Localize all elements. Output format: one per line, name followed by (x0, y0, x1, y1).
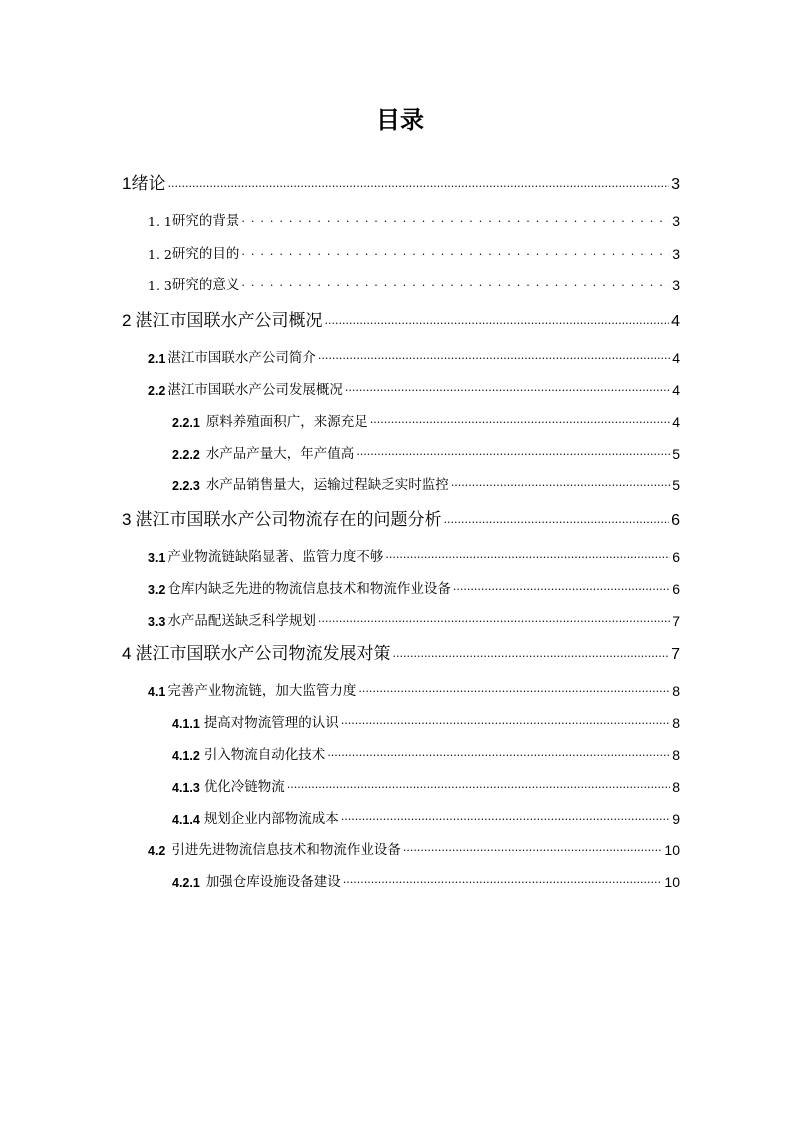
toc-entry-number: 2.2.1 (172, 416, 200, 430)
toc-entry-text: 研究的背景 (171, 213, 240, 229)
toc-entry-text: 仓库内缺乏先进的物流信息技术和物流作业设备 (167, 581, 451, 597)
toc-entry-number: 2.1 (148, 352, 166, 366)
toc-leader-dots (443, 513, 669, 526)
toc-entry-text: 产业物流链缺陷显著、监管力度不够 (167, 549, 384, 565)
toc-entry-page: 10 (664, 842, 680, 858)
toc-leader-dots (358, 682, 670, 695)
toc-entry-number: 4.1.3 (172, 781, 200, 795)
toc-entry-2-2-3[interactable] (172, 471, 680, 493)
toc-entry-number: 2.2 (148, 384, 166, 398)
toc-leader-dots (241, 276, 670, 289)
toc-leader-dots (345, 381, 670, 394)
toc-leader-dots (341, 714, 670, 727)
toc-entry-2-1[interactable] (148, 344, 680, 366)
toc-entry-page: 6 (672, 549, 680, 565)
toc-entry-page: 8 (672, 779, 680, 795)
toc-entry-text: 优化冷链物流 (203, 779, 285, 795)
toc-entry-number: 3 (122, 510, 132, 529)
toc-entry-text: 研究的目的 (171, 246, 240, 262)
toc-leader-dots (343, 873, 663, 886)
toc-entry-4-1-4[interactable] (172, 805, 680, 827)
toc-entry-page: 3 (672, 277, 680, 293)
toc-entry-text: 研究的意义 (171, 277, 240, 293)
toc-entry-number: 3.1 (148, 551, 166, 565)
toc-entry-text: 水产品产量大，年产值高 (205, 446, 355, 462)
toc-entry-page: 9 (672, 811, 680, 827)
toc-entry-number: 1. 1 (148, 214, 172, 229)
toc-entry-page: 7 (671, 646, 680, 663)
toc-entry-4-1[interactable] (148, 677, 680, 699)
toc-entry-2-2-2[interactable] (172, 440, 680, 462)
toc-entry-number: 4.1.4 (172, 813, 200, 827)
toc-entry-1-3[interactable] (148, 271, 680, 293)
toc-entry-page: 3 (671, 176, 680, 193)
toc-entry-text: 绪论 (131, 174, 166, 194)
toc-entry-text: 湛江市国联水产公司简介 (167, 350, 316, 366)
toc-entry-text: 引入物流自动化技术 (203, 747, 326, 763)
toc-entry-number: 4.2 (148, 844, 166, 858)
toc-entry-page: 3 (672, 213, 680, 229)
toc-entry-number: 3.3 (148, 615, 166, 629)
toc-entry-1-2[interactable] (148, 240, 680, 262)
toc-entry-page: 8 (672, 715, 680, 731)
toc-entry-text: 湛江市国联水产公司物流发展对策 (135, 644, 391, 664)
toc-leader-dots (241, 212, 670, 225)
toc-entry-3[interactable] (122, 508, 680, 530)
toc-entry-text: 湛江市国联水产公司概况 (135, 311, 323, 331)
toc-entry-2-2[interactable] (148, 376, 680, 398)
toc-entry-text: 湛江市国联水产公司物流存在的问题分析 (135, 510, 442, 530)
toc-leader-dots (403, 841, 663, 854)
toc-entry-text: 完善产业物流链，加大监管力度 (167, 683, 357, 699)
toc-entry-page: 3 (672, 246, 680, 262)
toc-entry-number: 4.2.1 (172, 876, 200, 890)
toc-entry-page: 4 (672, 350, 680, 366)
toc-entry-number: 2.2.3 (172, 479, 200, 493)
toc-leader-dots (241, 245, 670, 258)
toc-entry-page: 7 (672, 613, 680, 629)
toc-entry-number: 4.1 (148, 685, 166, 699)
toc-entry-number: 1. 3 (148, 278, 172, 293)
toc-entry-text: 湛江市国联水产公司发展概况 (167, 382, 343, 398)
toc-entry-4[interactable] (122, 642, 680, 664)
page-title: 目录 (376, 106, 424, 134)
toc-entry-4-1-3[interactable] (172, 773, 680, 795)
toc-entry-2-2-1[interactable] (172, 408, 680, 430)
toc-entry-2[interactable] (122, 309, 680, 331)
toc-leader-dots (341, 810, 670, 823)
toc-leader-dots (287, 778, 670, 791)
toc-entry-number: 4 (122, 644, 132, 663)
toc-entry-4-1-2[interactable] (172, 741, 680, 763)
toc-entry-page: 4 (672, 382, 680, 398)
toc-entry-text: 引进先进物流信息技术和物流作业设备 (171, 842, 401, 858)
toc-entry-number: 2 (122, 311, 132, 330)
toc-leader-dots (385, 548, 670, 561)
toc-entry-text: 提高对物流管理的认识 (203, 715, 339, 731)
toc-entry-1[interactable] (122, 172, 680, 194)
toc-entry-3-3[interactable] (148, 607, 680, 629)
toc-entry-4-2-1[interactable] (172, 868, 680, 890)
toc-entry-text: 规划企业内部物流成本 (203, 811, 339, 827)
toc-leader-dots (453, 580, 670, 593)
toc-entry-number: 1 (122, 174, 132, 193)
toc-entry-page: 6 (671, 512, 680, 529)
toc-leader-dots (318, 612, 670, 625)
toc-entry-text: 水产品销售量大，运输过程缺乏实时监控 (205, 477, 449, 493)
toc-leader-dots (356, 445, 670, 458)
toc-entry-number: 3.2 (148, 583, 166, 597)
toc-leader-dots (318, 349, 670, 362)
toc-entry-page: 8 (672, 683, 680, 699)
toc-entry-text: 加强仓库设施设备建设 (205, 874, 341, 890)
toc-entry-text: 原料养殖面积广，来源充足 (205, 414, 368, 430)
toc-entry-4-2[interactable] (148, 836, 680, 858)
toc-leader-dots (392, 647, 669, 660)
toc-entry-number: 1. 2 (148, 247, 172, 262)
toc-entry-3-2[interactable] (148, 575, 680, 597)
toc-entry-4-1-1[interactable] (172, 709, 680, 731)
toc-leader-dots (451, 476, 670, 489)
toc-leader-dots (370, 413, 670, 426)
toc-entry-page: 6 (672, 581, 680, 597)
toc-leader-dots (327, 746, 670, 759)
toc-entry-number: 4.1.2 (172, 749, 200, 763)
toc-entry-page: 5 (672, 446, 680, 462)
toc-leader-dots (324, 314, 669, 327)
toc-entry-number: 4.1.1 (172, 717, 200, 731)
toc-entry-3-1[interactable] (148, 543, 680, 565)
toc-entry-page: 4 (671, 313, 680, 330)
toc-entry-number: 2.2.2 (172, 448, 200, 462)
toc-entry-page: 8 (672, 747, 680, 763)
toc-entry-page: 4 (672, 414, 680, 430)
toc-entry-1-1[interactable] (148, 207, 680, 229)
toc-entry-text: 水产品配送缺乏科学规划 (167, 613, 316, 629)
toc-leader-dots (167, 177, 669, 190)
toc-entry-page: 5 (672, 477, 680, 493)
toc-entry-page: 10 (664, 874, 680, 890)
